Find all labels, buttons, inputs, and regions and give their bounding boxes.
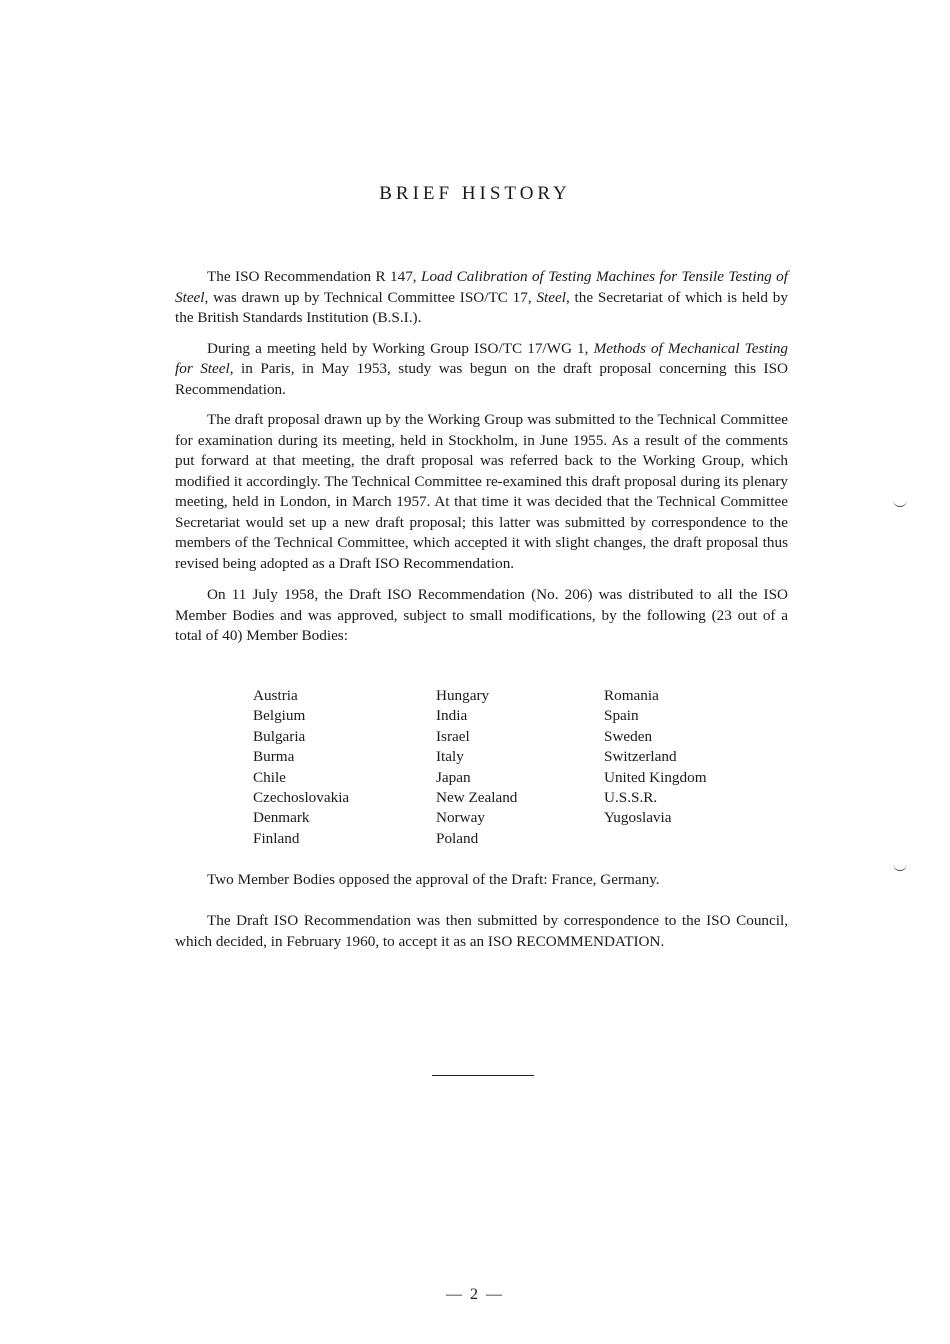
member-body: Finland bbox=[253, 829, 300, 847]
member-column-2 bbox=[436, 686, 517, 849]
member-body: Hungary bbox=[436, 687, 490, 704]
member-body: Czechoslovakia bbox=[253, 789, 350, 807]
member-body: Belgium bbox=[253, 707, 306, 725]
member-body: Poland bbox=[436, 829, 479, 847]
opposed-statement: Two Member Bodies opposed the approval of the Draft: France, Germany. bbox=[207, 871, 660, 888]
member-body: India bbox=[436, 707, 468, 725]
committee-name: Steel bbox=[536, 288, 566, 306]
member-body: Burma bbox=[253, 748, 295, 766]
member-body: Austria bbox=[253, 687, 298, 704]
member-body: Bulgaria bbox=[253, 727, 306, 745]
margin-mark-icon bbox=[893, 500, 907, 507]
member-body: U.S.S.R. bbox=[604, 789, 658, 807]
member-body: United Kingdom bbox=[604, 768, 707, 786]
member-body: New Zealand bbox=[436, 789, 518, 807]
page-number: — 2 — bbox=[446, 1286, 504, 1303]
member-body: Chile bbox=[253, 768, 286, 786]
working-group-name: Methods of Mechanical Testing for Steel bbox=[175, 339, 789, 377]
history-body bbox=[175, 267, 788, 657]
member-column-1 bbox=[253, 686, 349, 849]
paragraph-4: On 11 July 1958, the Draft ISO Recommendation (No. 206) was distributed to all the ISO Member Bodies and was approved, subject to small modifications, by the following (23 out of a total of 40) Member Bodies: bbox=[175, 586, 788, 644]
final-paragraph: The Draft ISO Recommendation was then submitted by correspondence to the ISO Council, which decided, in February 1960, to accept it as an ISO RECOMMENDATION. bbox=[175, 912, 788, 950]
member-body: Yugoslavia bbox=[604, 809, 672, 827]
recommendation-title: Load Calibration of Testing Machines for Tensile Testing of Steel bbox=[175, 268, 788, 306]
member-body: Japan bbox=[436, 768, 471, 786]
margin-mark-icon bbox=[893, 864, 907, 871]
member-body: Norway bbox=[436, 809, 485, 827]
member-body: Romania bbox=[604, 687, 659, 704]
member-column-3 bbox=[604, 686, 707, 829]
member-body: Spain bbox=[604, 707, 639, 725]
member-body: Italy bbox=[436, 748, 464, 766]
member-body: Israel bbox=[436, 727, 470, 745]
paragraph-2: During a meeting held by Working Group ISO/TC 17/WG 1, Methods of Mechanical Testing for Steel, in Paris, in May 1953, study was begun on the draft proposal concerning this ISO Recommendation. bbox=[175, 339, 789, 398]
paragraph-3: The draft proposal drawn up by the Working Group was submitted to the Technical Committee for examination during its meeting, held in Stockholm, in June 1955. As a result of the comments put forward at that meeting, the draft proposal was referred back to the Working Group, which modified it accordingly. The Technical Committee re-examined this draft proposal during its plenary meeting, held in London, in March 1957. At that time it was decided that the Technical Committee Secretariat would set up a new draft proposal; this latter was submitted by correspondence to the members of the Technical Committee, which accepted it with slight changes, the draft proposal thus revised being adopted as a Draft ISO Recommendation. bbox=[175, 411, 788, 572]
section-divider bbox=[432, 1075, 534, 1076]
member-body: Sweden bbox=[604, 727, 653, 745]
paragraph-1: The ISO Recommendation R 147, Load Calibration of Testing Machines for Tensile Testing of Steel, was drawn up by Technical Committee ISO/TC 17, Steel, the Secretariat of which is held by the British Standards Institution (B.S.I.). bbox=[175, 268, 788, 326]
page-title: BRIEF HISTORY bbox=[379, 183, 571, 204]
member-body: Switzerland bbox=[604, 748, 677, 766]
member-body: Denmark bbox=[253, 809, 310, 827]
